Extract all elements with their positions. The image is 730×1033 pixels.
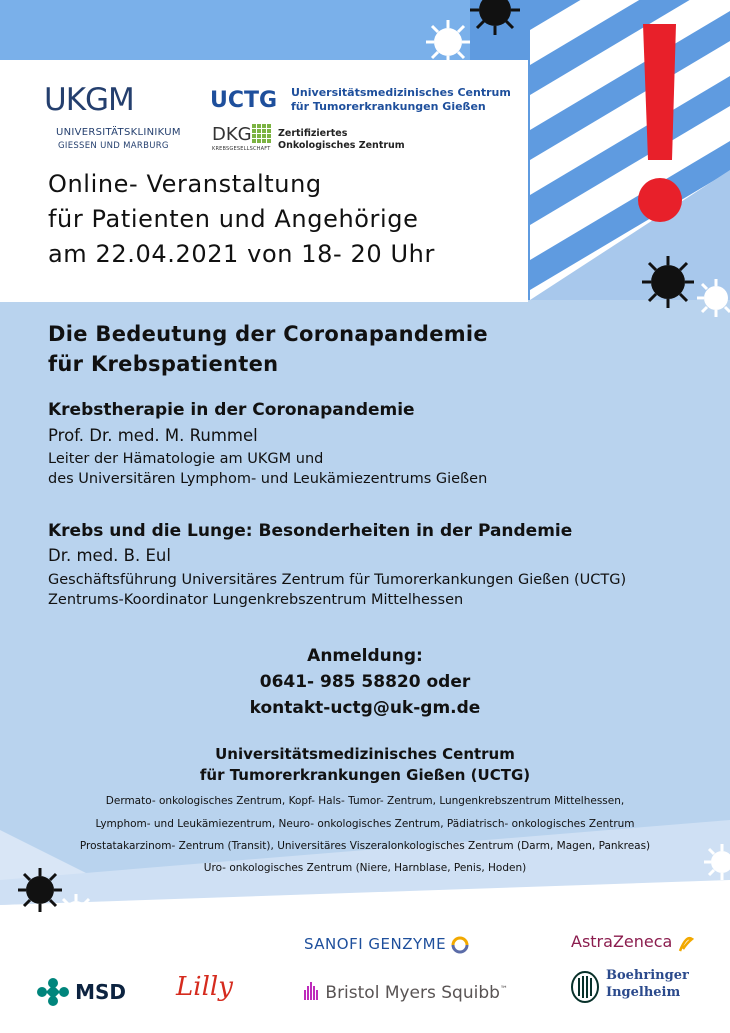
event-line-1: Online- Veranstaltung	[48, 170, 322, 198]
dkg-subtitle: KREBSGESELLSCHAFT	[212, 146, 271, 152]
topic-title-1: Die Bedeutung der Coronapandemie	[48, 322, 488, 346]
center-list-line: Dermato- onkologisches Zentrum, Kopf- Hals- Tumor- Zentrum, Lungenkrebszentrum Mittelhessen,	[105, 795, 625, 807]
uctg-subtitle-1: Universitätsmedizinisches Centrum	[291, 86, 511, 99]
ukgm-subtitle-2: GIESSEN UND MARBURG	[58, 141, 169, 151]
center-title-2: für Tumorerkrankungen Gießen (UCTG)	[199, 766, 531, 784]
sponsor-sanofi	[304, 935, 469, 954]
sanofi-text: SANOFI GENZYME	[304, 935, 447, 953]
talk-2-desc-1: Geschäftsführung Universitäres Zentrum für Tumorerkankungen Gießen (UCTG)	[48, 572, 627, 588]
event-line-3: am 22.04.2021 von 18- 20 Uhr	[48, 240, 435, 268]
uctg-subtitle-2: für Tumorerkrankungen Gießen	[291, 100, 486, 113]
talk-2-speaker: Dr. med. B. Eul	[48, 546, 171, 565]
bms-trademark: ™	[499, 984, 508, 994]
boehringer-logo-icon	[570, 970, 600, 1004]
dkg-cert-line-2: Onkologisches Zentrum	[278, 140, 405, 151]
talk-2-desc-2: Zentrums-Koordinator Lungenkrebszentrum Mittelhessen	[48, 592, 464, 608]
talk-1-speaker: Prof. Dr. med. M. Rummel	[48, 426, 258, 445]
center-list-line: Lymphom- und Leukämiezentrum, Neuro- onkologisches Zentrum, Pädiatrisch- onkologisches Zentrum	[95, 818, 635, 830]
boehringer-text-1: Boehringer	[606, 968, 689, 983]
center-title-1: Universitätsmedizinisches Centrum	[215, 745, 515, 763]
msd-text: MSD	[75, 980, 127, 1004]
bms-text: Bristol Myers Squibb	[325, 983, 500, 1003]
virus-icon	[642, 256, 694, 308]
virus-icon	[426, 20, 470, 64]
event-line-2: für Patienten und Angehörige	[48, 205, 419, 233]
sanofi-swirl-icon	[451, 936, 469, 954]
dkg-grid-icon	[252, 124, 272, 144]
registration-email[interactable]: kontakt-uctg@uk-gm.de	[249, 698, 481, 718]
boehringer-text-2: Ingelheim	[606, 985, 681, 1000]
virus-icon	[58, 894, 94, 930]
dkg-logo-text: DKG	[212, 124, 252, 145]
ukgm-logo-text: UKGM	[44, 82, 134, 118]
talk-1-title: Krebstherapie in der Coronapandemie	[48, 400, 415, 420]
astrazeneca-swirl-icon	[677, 933, 695, 953]
ukgm-subtitle-1: UNIVERSITÄTSKLINIKUM	[56, 127, 181, 138]
dkg-cert-line-1: Zertifiziertes	[278, 128, 348, 139]
sponsor-msd	[36, 978, 126, 1006]
sponsor-lilly: Lilly	[176, 972, 233, 1002]
sponsor-bms	[304, 982, 508, 1004]
msd-logo-icon	[36, 978, 70, 1006]
sponsor-astrazeneca	[571, 932, 695, 953]
center-list-line: Uro- onkologisches Zentrum (Niere, Harnblase, Penis, Hoden)	[203, 862, 527, 874]
astrazeneca-text: AstraZeneca	[571, 932, 673, 951]
talk-1-desc-2: des Universitären Lymphom- und Leukämiezentrums Gießen	[48, 471, 488, 487]
talk-1-desc-1: Leiter der Hämatologie am UKGM und	[48, 451, 324, 467]
topic-title-2: für Krebspatienten	[48, 352, 279, 376]
uctg-logo-text: UCTG	[210, 88, 278, 113]
talk-2-title: Krebs und die Lunge: Besonderheiten in der Pandemie	[48, 521, 573, 541]
center-list-line: Prostatakarzinom- Zentrum (Transit), Universitäres Viszeralonkologisches Zentrum (Darm, Magen, Pankreas)	[79, 840, 651, 852]
registration-label: Anmeldung:	[307, 646, 423, 666]
registration-phone: 0641- 985 58820 oder	[259, 672, 471, 692]
bms-logo-icon	[304, 982, 320, 1004]
virus-icon	[18, 868, 62, 912]
